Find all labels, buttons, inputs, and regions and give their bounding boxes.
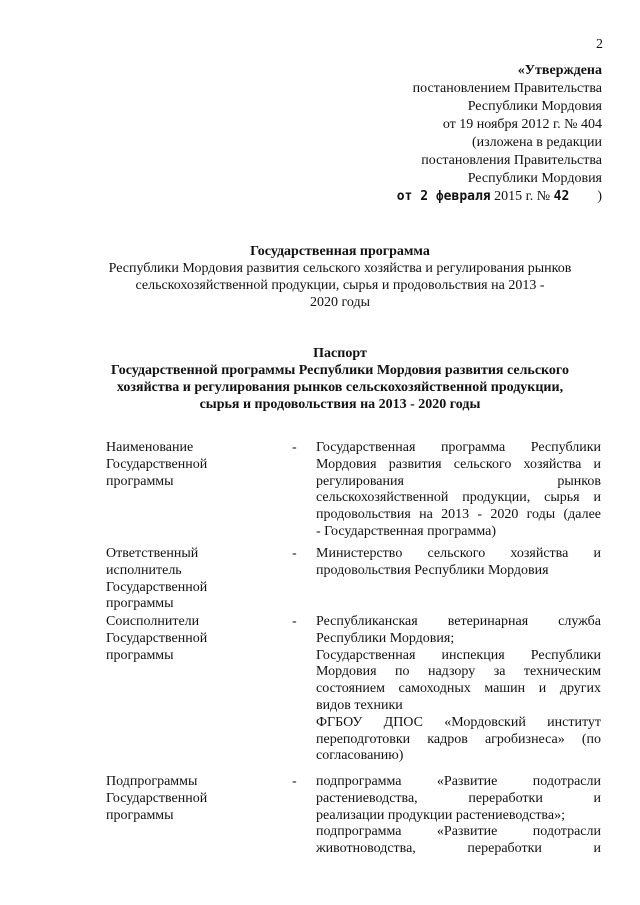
row-dash: - [292, 546, 297, 561]
row-value-line: ФГБОУ ДПОС «Мордовский институт [316, 714, 601, 730]
approval-line: от 19 ноября 2012 г. № 404 [442, 117, 602, 132]
program-title-line: Республики Мордовия развития сельского хозяйства и регулирования рынков [108, 261, 572, 276]
row-value-line: Государственная инспекция Республики [316, 647, 601, 663]
program-title-line: сельскохозяйственной продукции, сырья и продовольствия на 2013 - [135, 278, 545, 293]
row-value-line: Государственная программа Республики [316, 440, 601, 455]
row-value-line: продовольствия на 2013 - 2020 годы (далее [316, 507, 601, 523]
approval-line: Республики Мордовия [467, 171, 602, 186]
approval-block [342, 62, 602, 206]
passport-row-subprograms [106, 774, 601, 864]
passport-heading: Паспорт [313, 346, 367, 361]
row-value-line: сельскохозяйственной продукции, сырья и [316, 490, 601, 506]
row-label-line: Соисполнители [106, 614, 200, 629]
row-value-line: переподготовки кадров агробизнеса» (по [316, 731, 601, 747]
passport-title-line: Государственной программы Республики Мордовия развития сельского [111, 363, 569, 378]
row-value-line: животноводства, переработки и [316, 841, 601, 857]
row-value-line: подпрограмма «Развитие подотрасли [316, 824, 601, 840]
row-value [316, 546, 601, 580]
row-value-line: Республиканская ветеринарная служба [316, 614, 601, 629]
approval-date-typed: от 2 февраля [396, 189, 491, 204]
passport-row-executor [106, 546, 601, 614]
row-value-line: продовольствия Республики Мордовия [316, 562, 549, 578]
row-label-line: Государственной [106, 456, 208, 472]
row-label [106, 614, 256, 664]
row-value-line: согласованию) [316, 748, 404, 764]
row-value-line: реализации продукции растениеводства»; [316, 807, 565, 823]
row-label-line: исполнитель [106, 562, 182, 578]
row-label-line: Государственной [106, 790, 208, 806]
page-number: 2 [596, 37, 603, 52]
row-value-line: регулирования рынков [316, 473, 601, 489]
program-title [80, 243, 600, 311]
program-title-heading: Государственная программа [250, 244, 430, 259]
row-value [316, 440, 601, 541]
approval-line: (изложена в редакции [472, 135, 602, 150]
passport-row-name [106, 440, 601, 546]
row-label-line: Ответственный [106, 546, 199, 561]
row-value-line: подпрограмма «Развитие подотрасли [316, 774, 601, 789]
row-value-line: Мордовия развития сельского хозяйства и [316, 456, 601, 472]
approval-line: постановления Правительства [421, 153, 602, 168]
passport-table [106, 440, 601, 864]
row-label [106, 440, 256, 490]
row-label-line: программы [106, 473, 174, 489]
row-value-line: растениеводства, переработки и [316, 790, 601, 806]
approval-close-paren: ) [597, 189, 602, 204]
row-label [106, 546, 256, 613]
row-value-line: видов техники [316, 697, 403, 713]
row-value-line: Мордовия по надзору за техническим [316, 664, 601, 680]
approval-line: постановлением Правительства [412, 81, 602, 96]
row-label-line: программы [106, 807, 174, 823]
approval-date-line [342, 188, 602, 206]
row-label-line: программы [106, 596, 174, 612]
row-value-line: Министерство сельского хозяйства и [316, 546, 601, 561]
row-label-line: программы [106, 647, 174, 663]
row-value [316, 614, 601, 765]
approval-title: «Утверждена [517, 63, 602, 78]
passport-title [80, 345, 600, 413]
passport-row-coexecutors [106, 614, 601, 774]
row-value-line: состоянием самоходных машин и других [316, 681, 601, 697]
row-dash: - [292, 440, 297, 455]
row-value-line: - Государственная программа) [316, 523, 497, 539]
passport-title-line: хозяйства и регулирования рынков сельскохозяйственной продукции, [116, 380, 564, 395]
passport-title-line: сырья и продовольствия на 2013 - 2020 годы [199, 397, 481, 412]
row-dash: - [292, 774, 297, 789]
row-label-line: Государственной [106, 630, 208, 646]
approval-date-year: 2015 г. № [490, 189, 554, 204]
row-value [316, 774, 601, 858]
row-value-line: Республики Мордовия; [316, 630, 455, 646]
approval-number-typed: 42 [553, 189, 570, 204]
row-label-line: Подпрограммы [106, 774, 198, 789]
approval-line: Республики Мордовия [467, 99, 602, 114]
row-label-line: Государственной [106, 579, 208, 595]
row-dash: - [292, 614, 297, 629]
row-label [106, 774, 256, 824]
program-title-line: 2020 годы [309, 295, 371, 310]
row-label-line: Наименование [106, 440, 194, 455]
